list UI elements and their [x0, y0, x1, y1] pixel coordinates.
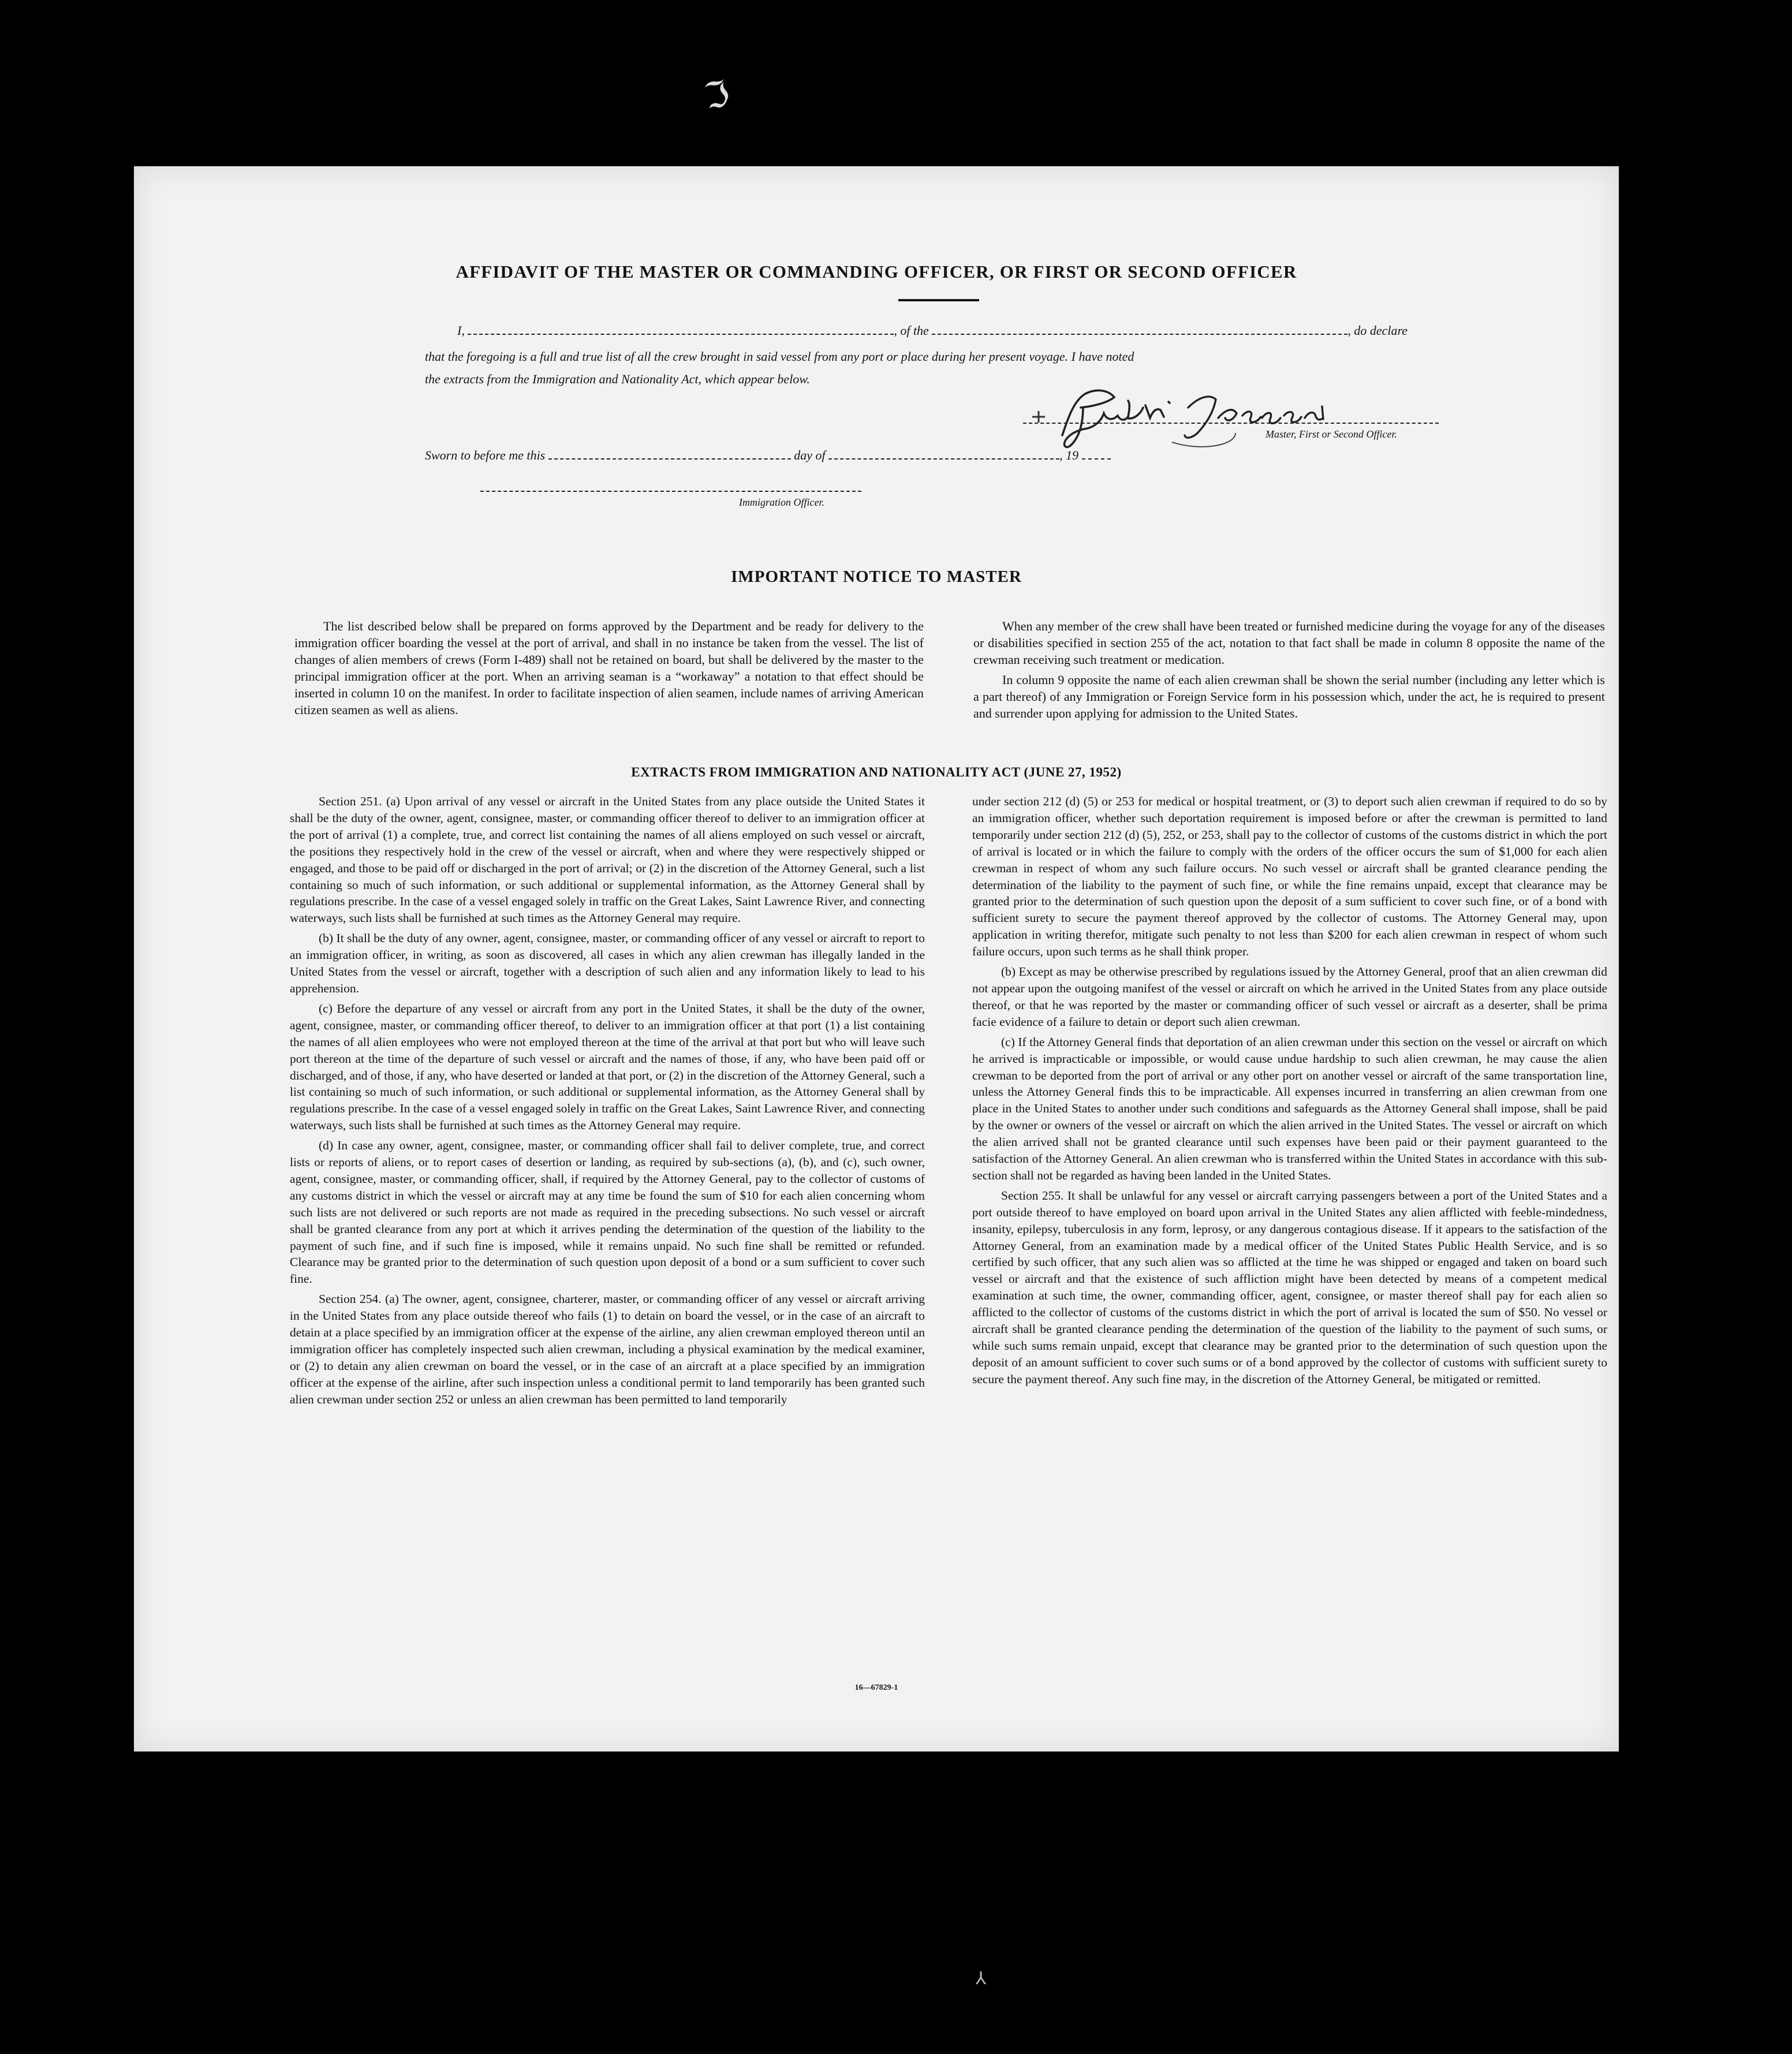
section-paragraph: (b) Except as may be otherwise prescribed by regulations issued by the Attorney General, proof that an alien crewman did not appear upon the outgoing manifest of the vessel or aircraft on which he arrived in the United States from any place outside thereof, or that he was reported by the master or commanding officer of such vessel or aircraft as a deserter, shall be prima facie evidence of a failure to detain or deport such alien crewman. [972, 965, 1607, 1029]
year-prefix-label: , 19 [1059, 448, 1079, 462]
notice-title: IMPORTANT NOTICE TO MASTER [731, 567, 1022, 586]
section-paragraph: (c) Before the departure of any vessel or aircraft from any port in the United States, it shall be the duty of the owner, agent, consignee, master, or commanding officer thereof, to deliver to an immigration officer at that port (1) a list containing the names of all alien employees who were not employed thereon at the time of the arrival at that port but who will leave such port thereon at the time of the departure of such vessel or aircraft and the names of those, if any, who have been paid off or discharged, and of those, if any, who have deserted or landed at that port, or (2) in the discretion of the Attorney General, such a list containing so much of such information, or such additional or supplemental information, as the Attorney General shall by regulations prescribe. In the case of a vessel engaged solely in traffic on the Great Lakes, Saint Lawrence River, and connecting waterways, such lists shall be furnished at such times as the Attorney General may require. [290, 1001, 925, 1133]
section-paragraph: Section 255. It shall be unlawful for any vessel or aircraft carrying passengers between a port of the United States and a port outside thereof to have employed on board upon arrival in the United States any alien afflicted with feeble-mindedness, insanity, epilepsy, tuberculosis in any form, leprosy, or any dangerous contagious disease. If it appears to the satisfaction of the Attorney General, from an examination made by a medical officer of the United States Public Health Service, and is so certified by such officer, that any such alien was so afflicted at the time he was shipped or engaged and taken on board such vessel or aircraft and that the existence of such affliction might have been detected by means of a competent medical examination at such time, the owner, commanding officer, agent, consignee, or master thereof shall pay for each alien so afflicted to the collector of customs of the customs district in which the port of arrival is located the sum of $50. No vessel or aircraft shall be granted clearance pending the determination of the question of the liability to the payment of such sums, or while such sums remain unpaid, except that clearance may be granted prior to the determination of such question upon the deposit of an amount sufficient to cover such sums or of a bond approved by the collector of customs with sufficient surety to secure the payment thereof. Any such fine may, in the discretion of the Attorney General, be mitigated or remitted. [972, 1188, 1607, 1386]
document-page [134, 166, 1619, 1751]
sworn-line [425, 446, 1111, 465]
margin-scribble: ℑ [699, 71, 734, 119]
sworn-day-field[interactable] [548, 448, 791, 460]
form-number: 16—67829-1 [854, 1683, 898, 1692]
vessel-name-field[interactable] [932, 323, 1347, 335]
margin-mark-bottom: ⅄ [976, 1969, 987, 1989]
declaration-line-3: the extracts from the Immigration and Nationality Act, which appear below. [425, 372, 810, 386]
section-paragraph: Section 251. (a) Upon arrival of any vessel or aircraft in the United States from any place outside the United States it shall be the duty of the owner, agent, consignee, master, or commanding officer thereof to deliver to an immigration officer at the port of arrival (1) a complete, true, and correct list containing the names of all aliens employed on such vessel or aircraft, the positions they respectively hold in the crew of the vessel or aircraft, when and where they were respectively shipped or engaged, and those to be paid off or discharged in the port of arrival; or (2) in the discretion of the Attorney General, such a list containing so much of such information, or such additional or supplemental information, as the Attorney General shall by regulations prescribe. In the case of a vessel engaged solely in traffic on the Great Lakes, Saint Lawrence River, and connecting waterways, such lists shall be furnished at such times as the Attorney General may require. [290, 794, 925, 925]
sworn-month-field[interactable] [828, 448, 1059, 460]
handwritten-signature [1028, 378, 1339, 453]
signatory-caption: Master, First or Second Officer. [1265, 428, 1397, 440]
declarant-name-field[interactable] [468, 323, 894, 335]
section-paragraph: under section 212 (d) (5) or 253 for medical or hospital treatment, or (3) to deport such alien crewman if required to do so by an immigration officer, whether such deportation requirement is imposed before or after the crewman is permitted to land temporarily under section 212 (d) (5), 252, or 253, shall pay to the collector of customs of the customs district in which the port of arrival is located or in which the failure to comply with the orders of the officer occurs the sum of $1,000 for each alien crewman in respect of whom any such failure occurs. No such vessel or aircraft shall be granted clearance pending the determination of the liability to the payment of such fine, or while the fine remains unpaid, except that clearance may be granted prior to the determination of such question upon the deposit of a sum sufficient to cover such fine, or of a bond with sufficient surety to secure the payment thereof approved by the collector of customs. The Attorney General may, upon application in writing therefor, mitigate such penalty to not less than $200 for each alien crewman in respect of whom such failure occurs, upon such terms as he shall think proper. [972, 794, 1607, 959]
notice-left-column [294, 618, 924, 722]
declaration-line-1 [457, 321, 1408, 341]
affidavit-title: AFFIDAVIT OF THE MASTER OR COMMANDING OFFICER, OR FIRST OR SECOND OFFICER [456, 262, 1297, 282]
declaration-line-2: that the foregoing is a full and true list of all the crew brought in said vessel from any port or place during her present voyage. I have noted [425, 349, 1134, 364]
notice-right-column [973, 618, 1605, 725]
notice-paragraph: In column 9 opposite the name of each alien crewman shall be shown the serial number (including any letter which is a part thereof) of any Immigration or Foreign Service form in his possession which, under the act, he is required to present and surrender upon applying for admission to the United States. [973, 673, 1605, 720]
of-the-label: , of the [894, 323, 929, 338]
extracts-right-column [972, 793, 1607, 1391]
immigration-officer-signature-line[interactable] [480, 491, 861, 492]
section-paragraph: (b) It shall be the duty of any owner, agent, consignee, master, or commanding officer of any vessel or aircraft to report to an immigration officer, in writing, as soon as discovered, all cases in which any alien crewman has illegally landed in the United States from the vessel or aircraft, together with a description of such alien and any information likely to lead to his apprehension. [290, 931, 925, 995]
sworn-label: Sworn to before me this [425, 448, 546, 462]
sworn-year-field[interactable] [1082, 448, 1111, 460]
declarant-prefix: I, [457, 323, 465, 338]
notice-paragraph: When any member of the crew shall have been treated or furnished medicine during the voyage for any of the diseases or disabilities specified in section 255 of the act, notation to that fact shall be made in column 8 opposite the name of the crewman receiving such treatment or medication. [973, 619, 1605, 667]
section-paragraph: Section 254. (a) The owner, agent, consignee, charterer, master, or commanding officer of any vessel or aircraft arriving in the United States from any place outside thereof who fails (1) to detain on board the vessel, or in the case of an aircraft to detain at a place specified by an immigration officer at the expense of the airline, any alien crewman employed thereon until an immigration officer has completely inspected such alien crewman, including a physical examination by the medical examiner, or (2) to detain any alien crewman on board the vessel, or in the case of an aircraft at a place specified by an immigration officer at the expense of the airline, after such inspection unless a conditional permit to land temporarily has been granted such alien crewman under section 252 or unless an alien crewman has been permitted to land temporarily [290, 1292, 925, 1406]
extracts-left-column [290, 793, 925, 1411]
signature-line[interactable] [1023, 423, 1439, 424]
do-declare-label: , do declare [1347, 323, 1408, 338]
extracts-title: EXTRACTS FROM IMMIGRATION AND NATIONALITY ACT (JUNE 27, 1952) [631, 765, 1122, 779]
section-paragraph: (c) If the Attorney General finds that deportation of an alien crewman under this section on the vessel or aircraft on which he arrived is impracticable or impossible, or would cause undue hardship to such alien crewman, he may cause the alien crewman to be deported from the port of arrival or any other port on another vessel or aircraft of the same transportation line, unless the Attorney General finds this to be impracticable. All expenses incurred in transferring an alien crewman from one place in the United States to another under such conditions and safeguards as the Attorney General shall impose, shall be paid by the owner or owners of the vessel or aircraft on which the alien arrived in the United States. The vessel or aircraft on which the alien arrived shall not be granted clearance until such expenses have been paid or their payment guaranteed to the satisfaction of the Attorney General. An alien crewman who is transferred within the United States in accordance with this sub-section shall not be regarded as having been landed in the United States. [972, 1035, 1607, 1182]
immigration-officer-caption: Immigration Officer. [739, 496, 824, 508]
section-paragraph: (d) In case any owner, agent, consignee, master, or commanding officer shall fail to deliver complete, true, and correct lists or reports of aliens, or to report cases of desertion or landing, as required by sub-sections (a), (b), and (c), such owner, agent, consignee, master, or commanding officer, shall, if required by the Attorney General, pay to the collector of customs of any customs district in which the vessel or aircraft may at any time be found the sum of $10 for each alien concerning whom such lists are not delivered or such reports are not made as required in the preceding subsections. No such vessel or aircraft shall be granted clearance from any port at which it arrives pending the determination of the question of the liability to the payment of such fine, and if such fine is imposed, while it remains unpaid. No such fine shall be remitted or refunded. Clearance may be granted prior to the determination of such question upon deposit of a bond or a sum sufficient to cover such fine. [290, 1138, 925, 1286]
day-of-label: day of [794, 448, 826, 462]
notice-paragraph: The list described below shall be prepared on forms approved by the Department and be ready for delivery to the immigration officer boarding the vessel at the port of arrival, and shall in no instance be taken from the vessel. The list of changes of alien members of crews (Form I-489) shall not be retained on board, but shall be delivered by the master to the principal immigration officer at the port. When an arriving seaman is a “workaway” a notation to that effect should be inserted in column 10 on the manifest. In order to facilitate inspection of alien seamen, include names of arriving American citizen seamen as well as aliens. [294, 619, 924, 717]
title-rule [898, 299, 979, 301]
